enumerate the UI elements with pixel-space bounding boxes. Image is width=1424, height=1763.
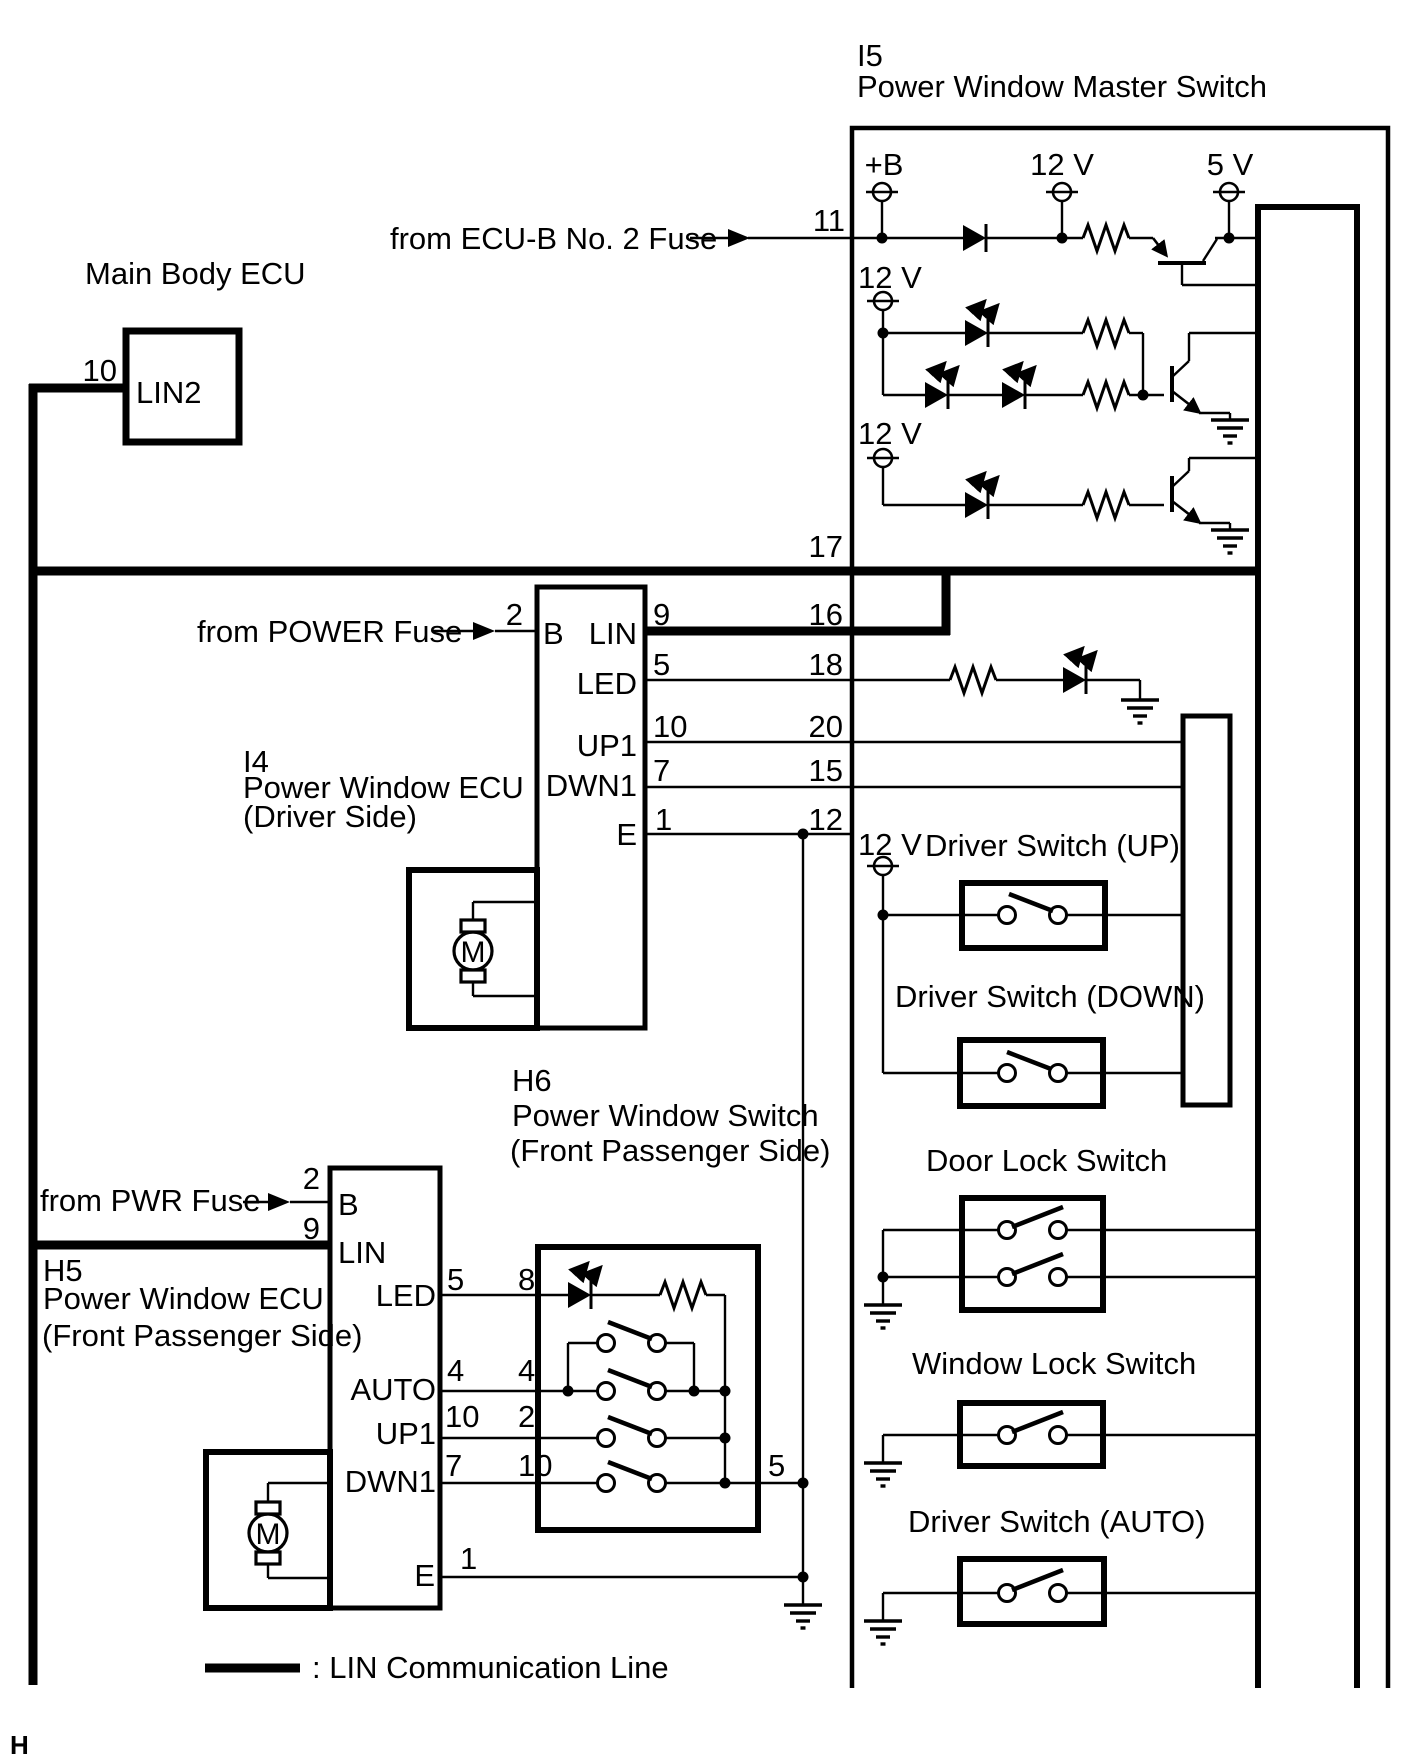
h5-pin-up1-label: UP1 — [375, 1416, 436, 1451]
driver-switch-auto-box — [960, 1559, 1104, 1624]
i5-master-switch-box — [852, 128, 1388, 1688]
h5-pin-7-label: 7 — [445, 1448, 463, 1483]
h5-pin-10-label: 10 — [445, 1399, 480, 1434]
i5-connector-strip-box — [1183, 716, 1230, 1105]
terminal-icon — [1046, 183, 1078, 201]
lin-communication-lines — [29, 384, 1258, 1685]
h5-pin-4-label: 4 — [447, 1353, 465, 1388]
i5-plus-b-terminal-label: +B — [864, 147, 904, 182]
ground-icon — [1121, 700, 1159, 723]
i4-pin-b-label: B — [543, 616, 564, 651]
switch-blade-icon — [608, 1462, 652, 1479]
h6-ref-label: H6 — [512, 1063, 552, 1098]
h6-side-label: (Front Passenger Side) — [510, 1133, 831, 1168]
i4-motor-m-label: M — [460, 936, 486, 969]
switch-contact-icon — [999, 1222, 1016, 1239]
main-body-ecu-title: Main Body ECU — [85, 256, 306, 291]
h5-pin-1-label: 1 — [460, 1541, 478, 1576]
ground-icon — [864, 1621, 902, 1644]
switch-contact-icon — [999, 1065, 1016, 1082]
i5-pin-20-label: 20 — [808, 709, 843, 744]
i5-pin-15-label: 15 — [808, 753, 843, 788]
feed-arrow-icon — [268, 1193, 290, 1211]
h5-pin-auto-label: AUTO — [350, 1372, 436, 1407]
h5-pin-lin-label: LIN — [338, 1235, 387, 1270]
resistor-icon — [950, 667, 996, 693]
i5-12v-3-label: 12 V — [858, 416, 922, 451]
i4-ecu-box — [537, 587, 645, 1028]
switch-contact-icon — [999, 1269, 1016, 1286]
i5-pin-17-label: 17 — [808, 529, 843, 564]
i5-12v-4-label: 12 V — [858, 827, 922, 862]
switch-blade-icon — [608, 1417, 652, 1434]
door-lock-switch-box — [962, 1198, 1103, 1310]
h5-pin-b-label: B — [338, 1187, 359, 1222]
terminal-icon — [1213, 183, 1245, 201]
led-icon — [925, 364, 957, 409]
i4-pin-up1-label: UP1 — [576, 728, 637, 763]
switch-contact-icon — [598, 1383, 615, 1400]
window-lock-switch-label: Window Lock Switch — [912, 1346, 1197, 1381]
i4-pin-led-label: LED — [576, 666, 637, 701]
i4-pin-e-label: E — [616, 817, 637, 852]
i4-pin-9-label: 9 — [653, 597, 671, 632]
led-icon — [1063, 649, 1095, 694]
led-icon — [568, 1264, 600, 1309]
resistor-icon — [1083, 382, 1129, 408]
i4-ref-label: I4 — [243, 744, 269, 779]
h5-motor-m-label: M — [255, 1518, 281, 1551]
switch-contact-icon — [598, 1430, 615, 1447]
resistor-icon — [660, 1282, 706, 1308]
power-fuse-feed-label: from POWER Fuse — [197, 614, 463, 649]
switch-contact-icon — [1050, 1427, 1067, 1444]
i5-pin-12-label: 12 — [808, 802, 843, 837]
text-labels — [10, 38, 1267, 1760]
h6-pin-10-label: 10 — [518, 1448, 553, 1483]
resistor-icon — [1083, 320, 1129, 346]
feed-arrow-icon — [473, 622, 495, 640]
led-icon — [1002, 364, 1034, 409]
switch-contact-icon — [999, 907, 1016, 924]
i4-pin-1-label: 1 — [655, 802, 673, 837]
h6-name-label: Power Window Switch — [512, 1098, 819, 1133]
i5-row2-row3-circuit — [867, 292, 1258, 443]
switch-contact-icon — [999, 1585, 1016, 1602]
switch-contact-icon — [598, 1335, 615, 1352]
i4-pin-lin-label: LIN — [588, 616, 637, 651]
led-icon — [965, 474, 997, 519]
h5-side-label: (Front Passenger Side) — [42, 1318, 363, 1353]
i5-pin-16-label: 16 — [808, 597, 843, 632]
legend-label: : LIN Communication Line — [312, 1650, 669, 1685]
door-lock-switch-label: Door Lock Switch — [926, 1143, 1168, 1178]
feed-arrow-icon — [728, 229, 750, 247]
main-body-ecu-lin2-label: LIN2 — [136, 375, 202, 410]
driver-switch-auto-label: Driver Switch (AUTO) — [908, 1504, 1206, 1539]
i5-row4-circuit — [867, 449, 1258, 553]
switch-blade-icon — [608, 1322, 652, 1339]
h5-pin-e-label: E — [414, 1558, 435, 1593]
driver-switch-up-label: Driver Switch (UP) — [925, 828, 1180, 863]
i4-side-label: (Driver Side) — [243, 799, 417, 834]
h5-ref-label: H5 — [43, 1253, 83, 1288]
ground-icon — [1211, 420, 1249, 443]
i5-pin-18-label: 18 — [808, 647, 843, 682]
h5-pin-led-label: LED — [375, 1278, 436, 1313]
i4-pin-2-label: 2 — [505, 597, 523, 632]
switch-blade-icon — [608, 1370, 652, 1387]
switch-contact-icon — [1050, 1222, 1067, 1239]
i5-row1-circuit — [690, 183, 1258, 285]
driver-switch-down-circuit — [883, 1052, 1183, 1082]
i4-name-label: Power Window ECU — [243, 770, 524, 805]
i4-pin-10-label: 10 — [653, 709, 688, 744]
i4-pin-dwn1-label: DWN1 — [545, 768, 637, 803]
i5-12v-terminal-label: 12 V — [1030, 147, 1094, 182]
page-footer-mark: H — [10, 1730, 29, 1760]
diode-icon — [963, 224, 986, 252]
h5-pin-dwn1-label: DWN1 — [344, 1464, 436, 1499]
switch-contact-icon — [1050, 1269, 1067, 1286]
h6-pin-8-label: 8 — [518, 1262, 536, 1297]
terminal-icon — [867, 449, 899, 467]
i4-pin-7-label: 7 — [653, 753, 671, 788]
main-body-ecu-pin-10-label: 10 — [82, 353, 117, 388]
h5-name-label: Power Window ECU — [43, 1281, 324, 1316]
h5-pin-9-label: 9 — [302, 1211, 320, 1246]
h6-pin-2-label: 2 — [518, 1399, 536, 1434]
i5-12v-2-label: 12 V — [858, 260, 922, 295]
resistor-icon — [1083, 225, 1129, 251]
switch-contact-icon — [1050, 1065, 1067, 1082]
ground-icon — [864, 1305, 902, 1328]
ground-icon — [864, 1463, 902, 1486]
ground-icon — [784, 1605, 822, 1628]
terminal-icon — [866, 183, 898, 201]
driver-switch-auto-circuit — [864, 1570, 1258, 1644]
ecu-b-fuse-feed-label: from ECU-B No. 2 Fuse — [390, 221, 718, 256]
window-lock-switch-circuit — [864, 1412, 1258, 1486]
ground-icon — [1211, 530, 1249, 553]
i5-name-label: Power Window Master Switch — [857, 69, 1268, 104]
i5-5v-terminal-label: 5 V — [1206, 147, 1254, 182]
switch-blade-icon — [1009, 894, 1053, 911]
led-icon — [965, 302, 997, 347]
h6-pin-5-label: 5 — [768, 1448, 786, 1483]
h5-pin-5-label: 5 — [447, 1262, 465, 1297]
i4-pin-5-label: 5 — [653, 647, 671, 682]
driver-switch-down-label: Driver Switch (DOWN) — [895, 979, 1205, 1014]
resistor-icon — [1083, 492, 1129, 518]
i5-ref-label: I5 — [857, 38, 883, 73]
pwr-fuse-feed-label: from PWR Fuse — [40, 1183, 261, 1218]
switch-contact-icon — [1050, 1585, 1067, 1602]
switch-contact-icon — [598, 1475, 615, 1492]
h5-pin-2-label: 2 — [302, 1161, 320, 1196]
i5-pin-11-label: 11 — [812, 203, 845, 238]
switch-contact-icon — [999, 1427, 1016, 1444]
i5-internal-bus-box — [1258, 207, 1357, 1688]
h6-pin-4-label: 4 — [518, 1353, 536, 1388]
